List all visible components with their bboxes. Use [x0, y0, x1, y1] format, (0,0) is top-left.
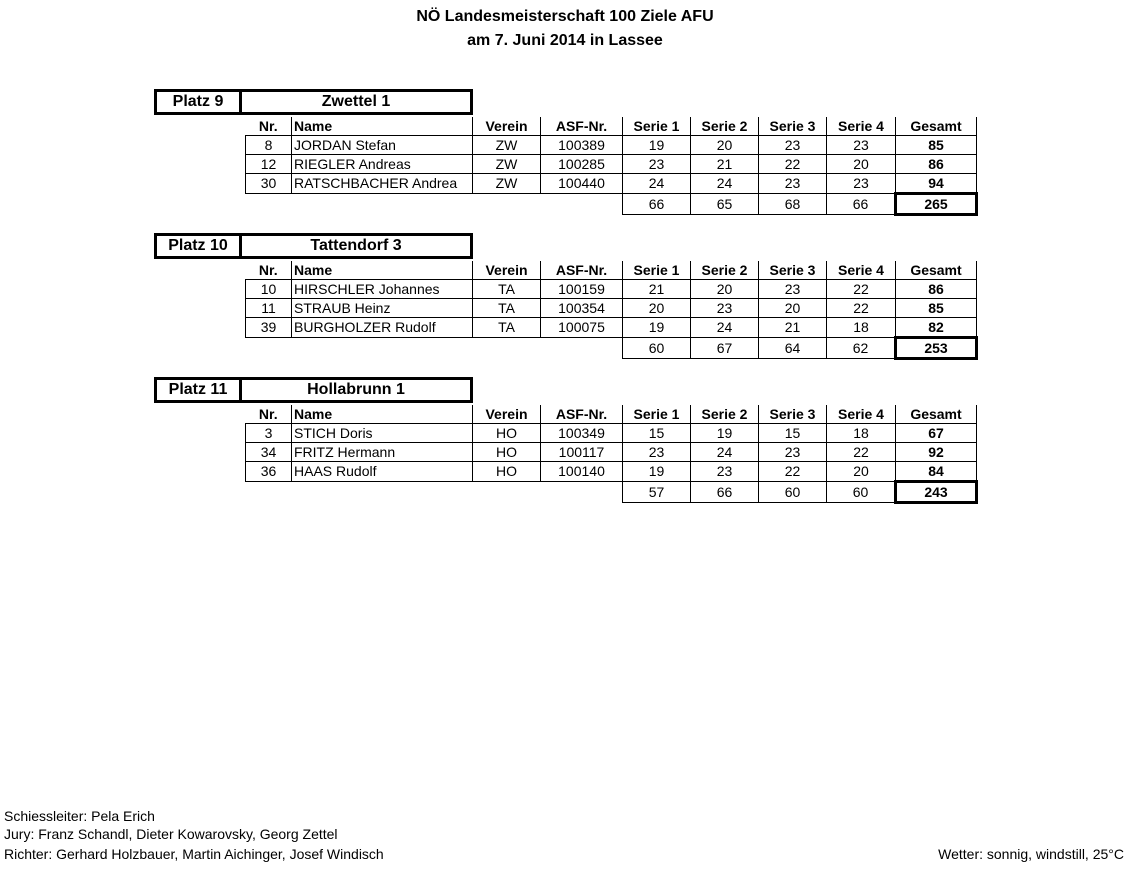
cell-s4: 20 [827, 462, 896, 482]
cell-verein: ZW [473, 174, 541, 194]
cell-gesamt: 67 [896, 424, 977, 443]
results-table [245, 261, 978, 360]
cell-verein: HO [473, 443, 541, 462]
cell-s2: 23 [691, 462, 759, 482]
table-header-row [246, 117, 977, 136]
column-header: ASF-Nr. [541, 117, 623, 136]
column-header: Name [292, 117, 473, 136]
sum-s2: 67 [691, 338, 759, 359]
cell-s4: 23 [827, 136, 896, 155]
cell-nr: 36 [246, 462, 292, 482]
column-header: Verein [473, 117, 541, 136]
cell-s2: 20 [691, 280, 759, 299]
cell-gesamt: 85 [896, 136, 977, 155]
sum-s2: 66 [691, 482, 759, 503]
sum-blank-cell [246, 482, 292, 503]
cell-verein: HO [473, 424, 541, 443]
cell-verein: HO [473, 462, 541, 482]
sum-s4: 60 [827, 482, 896, 503]
table-row [246, 443, 977, 462]
column-header: Name [292, 405, 473, 424]
cell-gesamt: 92 [896, 443, 977, 462]
table-row [246, 280, 977, 299]
sum-row [246, 338, 977, 359]
cell-asf: 100440 [541, 174, 623, 194]
sum-s1: 66 [623, 194, 691, 215]
cell-s3: 22 [759, 155, 827, 174]
cell-name: RATSCHBACHER Andrea [292, 174, 473, 194]
column-header: Serie 4 [827, 117, 896, 136]
cell-s3: 23 [759, 280, 827, 299]
cell-asf: 100075 [541, 318, 623, 338]
cell-s1: 23 [623, 443, 691, 462]
cell-s2: 21 [691, 155, 759, 174]
column-header: Serie 2 [691, 261, 759, 280]
cell-s2: 19 [691, 424, 759, 443]
sum-row [246, 482, 977, 503]
cell-s1: 19 [623, 136, 691, 155]
cell-s4: 22 [827, 299, 896, 318]
cell-nr: 30 [246, 174, 292, 194]
cell-s4: 18 [827, 318, 896, 338]
column-header: Verein [473, 405, 541, 424]
column-header: Serie 4 [827, 261, 896, 280]
sum-blank-cell [246, 338, 292, 359]
cell-s2: 23 [691, 299, 759, 318]
column-header: Nr. [246, 261, 292, 280]
sum-row [246, 194, 977, 215]
cell-s4: 22 [827, 443, 896, 462]
cell-nr: 10 [246, 280, 292, 299]
results-table [245, 405, 978, 504]
cell-s1: 23 [623, 155, 691, 174]
column-header: Verein [473, 261, 541, 280]
cell-s4: 18 [827, 424, 896, 443]
sum-blank-cell [541, 482, 623, 503]
cell-asf: 100159 [541, 280, 623, 299]
cell-s1: 24 [623, 174, 691, 194]
cell-name: BURGHOLZER Rudolf [292, 318, 473, 338]
sum-blank-cell [541, 338, 623, 359]
cell-s3: 22 [759, 462, 827, 482]
cell-verein: TA [473, 280, 541, 299]
document-title: NÖ Landesmeisterschaft 100 Ziele AFU [416, 8, 714, 25]
column-header: ASF-Nr. [541, 261, 623, 280]
cell-verein: TA [473, 299, 541, 318]
column-header: Serie 2 [691, 405, 759, 424]
footer-richter: Richter: Gerhard Holzbauer, Martin Aichinger, Josef Windisch [4, 846, 384, 862]
column-header: Gesamt [896, 117, 977, 136]
cell-s1: 19 [623, 462, 691, 482]
cell-s4: 22 [827, 280, 896, 299]
sum-blank-cell [292, 482, 473, 503]
column-header: Serie 3 [759, 261, 827, 280]
results-table [245, 117, 978, 216]
platz-label: Platz 10 [154, 233, 242, 259]
cell-s2: 20 [691, 136, 759, 155]
cell-name: JORDAN Stefan [292, 136, 473, 155]
cell-asf: 100389 [541, 136, 623, 155]
cell-s4: 23 [827, 174, 896, 194]
column-header: Gesamt [896, 261, 977, 280]
column-header: Gesamt [896, 405, 977, 424]
cell-gesamt: 85 [896, 299, 977, 318]
sum-s2: 65 [691, 194, 759, 215]
table-row [246, 174, 977, 194]
column-header: Serie 3 [759, 405, 827, 424]
sum-s3: 60 [759, 482, 827, 503]
table-row [246, 318, 977, 338]
cell-asf: 100140 [541, 462, 623, 482]
column-header: Serie 2 [691, 117, 759, 136]
sum-blank-cell [292, 194, 473, 215]
cell-s1: 15 [623, 424, 691, 443]
cell-s3: 23 [759, 174, 827, 194]
team-block [0, 233, 1142, 363]
team-total: 243 [896, 482, 977, 503]
cell-s2: 24 [691, 174, 759, 194]
cell-s4: 20 [827, 155, 896, 174]
sum-s4: 62 [827, 338, 896, 359]
column-header: Serie 4 [827, 405, 896, 424]
footer-jury: Jury: Franz Schandl, Dieter Kowarovsky, Georg Zettel [4, 826, 338, 842]
cell-name: STICH Doris [292, 424, 473, 443]
cell-s3: 15 [759, 424, 827, 443]
team-name: Tattendorf 3 [242, 233, 473, 259]
cell-name: STRAUB Heinz [292, 299, 473, 318]
cell-s3: 23 [759, 136, 827, 155]
table-row [246, 136, 977, 155]
cell-s3: 20 [759, 299, 827, 318]
cell-asf: 100349 [541, 424, 623, 443]
document-subtitle: am 7. Juni 2014 in Lassee [467, 32, 663, 49]
column-header: ASF-Nr. [541, 405, 623, 424]
column-header: Nr. [246, 117, 292, 136]
table-header-row [246, 405, 977, 424]
sum-s1: 57 [623, 482, 691, 503]
table-row [246, 462, 977, 482]
cell-nr: 8 [246, 136, 292, 155]
table-header-row [246, 261, 977, 280]
cell-gesamt: 94 [896, 174, 977, 194]
cell-s1: 21 [623, 280, 691, 299]
cell-verein: ZW [473, 136, 541, 155]
sum-blank-cell [246, 194, 292, 215]
sum-blank-cell [541, 194, 623, 215]
sum-s1: 60 [623, 338, 691, 359]
cell-nr: 12 [246, 155, 292, 174]
cell-verein: TA [473, 318, 541, 338]
cell-s2: 24 [691, 318, 759, 338]
column-header: Serie 3 [759, 117, 827, 136]
cell-nr: 11 [246, 299, 292, 318]
column-header: Serie 1 [623, 405, 691, 424]
cell-verein: ZW [473, 155, 541, 174]
cell-nr: 39 [246, 318, 292, 338]
table-row [246, 424, 977, 443]
footer-weather: Wetter: sonnig, windstill, 25°C [938, 846, 1124, 862]
cell-gesamt: 84 [896, 462, 977, 482]
cell-asf: 100285 [541, 155, 623, 174]
sum-s4: 66 [827, 194, 896, 215]
cell-nr: 34 [246, 443, 292, 462]
footer-schiessleiter: Schiessleiter: Pela Erich [4, 808, 155, 824]
cell-gesamt: 82 [896, 318, 977, 338]
team-total: 265 [896, 194, 977, 215]
column-header: Nr. [246, 405, 292, 424]
team-name: Zwettel 1 [242, 89, 473, 115]
cell-s2: 24 [691, 443, 759, 462]
cell-name: HAAS Rudolf [292, 462, 473, 482]
cell-name: FRITZ Hermann [292, 443, 473, 462]
cell-name: RIEGLER Andreas [292, 155, 473, 174]
sum-blank-cell [292, 338, 473, 359]
table-row [246, 299, 977, 318]
cell-asf: 100354 [541, 299, 623, 318]
cell-asf: 100117 [541, 443, 623, 462]
cell-s1: 20 [623, 299, 691, 318]
sum-s3: 68 [759, 194, 827, 215]
sum-blank-cell [473, 338, 541, 359]
column-header: Serie 1 [623, 261, 691, 280]
sum-s3: 64 [759, 338, 827, 359]
cell-nr: 3 [246, 424, 292, 443]
cell-gesamt: 86 [896, 155, 977, 174]
column-header: Serie 1 [623, 117, 691, 136]
cell-s3: 23 [759, 443, 827, 462]
team-total: 253 [896, 338, 977, 359]
platz-label: Platz 9 [154, 89, 242, 115]
cell-name: HIRSCHLER Johannes [292, 280, 473, 299]
cell-s1: 19 [623, 318, 691, 338]
table-row [246, 155, 977, 174]
platz-label: Platz 11 [154, 377, 242, 403]
team-block [0, 89, 1142, 219]
cell-s3: 21 [759, 318, 827, 338]
team-name: Hollabrunn 1 [242, 377, 473, 403]
sum-blank-cell [473, 482, 541, 503]
team-block [0, 377, 1142, 507]
cell-gesamt: 86 [896, 280, 977, 299]
column-header: Name [292, 261, 473, 280]
sum-blank-cell [473, 194, 541, 215]
